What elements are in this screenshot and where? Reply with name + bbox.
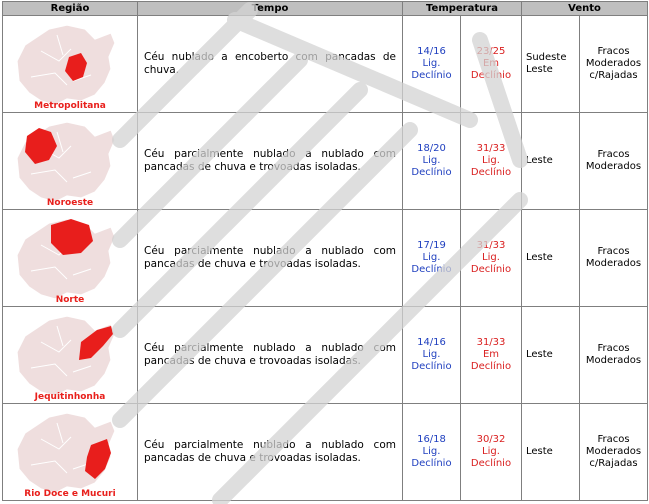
min-temperature-cell xyxy=(403,210,461,307)
wind-speed-line: Moderados xyxy=(585,446,642,457)
min-temp-range: 16/18 xyxy=(417,434,446,445)
region-name: Metropolitana xyxy=(34,101,106,111)
weather-description: Céu parcialmente nublado a nublado com pancadas de chuva e trovoadas isoladas. xyxy=(138,404,403,501)
wind-speed-line: Fracos xyxy=(597,46,630,57)
wind-direction-line: Leste xyxy=(526,155,553,166)
wind-direction-line: Leste xyxy=(526,349,553,360)
wind-direction-line: Leste xyxy=(526,252,553,263)
region-name: Norte xyxy=(55,295,85,305)
weather-description: Céu nublado a encoberto com pancadas de chuva. xyxy=(138,16,403,113)
max-temp-range: 31/33 xyxy=(476,337,506,348)
min-temp-trend-2: Declínio xyxy=(411,264,452,275)
header-vento: Vento xyxy=(522,2,648,16)
max-temp-trend: Lig. xyxy=(482,155,500,166)
wind-direction-line: Leste xyxy=(526,446,553,457)
weather-description: Céu parcialmente nublado a nublado com pancadas de chuva e trovoadas isoladas. xyxy=(138,307,403,404)
region-map-icon xyxy=(11,118,121,204)
region-map-icon xyxy=(11,21,121,107)
min-temp-trend-2: Declínio xyxy=(411,361,452,372)
wind-speed-cell xyxy=(580,113,648,210)
min-temp-trend-2: Declínio xyxy=(411,458,452,469)
region-cell xyxy=(3,307,138,404)
min-temp-range: 14/16 xyxy=(417,46,446,57)
wind-direction-line: Leste xyxy=(526,64,553,75)
wind-speed-cell xyxy=(580,210,648,307)
forecast-row xyxy=(3,16,648,113)
wind-direction-line: Sudeste xyxy=(526,52,567,63)
min-temp-trend-2: Declínio xyxy=(411,167,452,178)
weather-description: Céu parcialmente nublado a nublado com pancadas de chuva e trovoadas isoladas. xyxy=(138,210,403,307)
wind-speed-line: Fracos xyxy=(597,343,630,354)
wind-speed-line: Fracos xyxy=(597,149,630,160)
forecast-table xyxy=(2,1,648,501)
max-temp-range: 31/33 xyxy=(476,240,506,251)
max-temp-trend-2: Declínio xyxy=(470,70,512,81)
forecast-row xyxy=(3,404,648,501)
max-temp-trend-2: Declínio xyxy=(470,167,512,178)
region-map-icon xyxy=(11,215,121,301)
wind-speed-line: Moderados xyxy=(585,58,642,69)
min-temp-trend: Lig. xyxy=(422,58,441,69)
max-temp-range: 23/25 xyxy=(476,46,506,57)
min-temperature-cell xyxy=(403,16,461,113)
max-temp-trend: Em xyxy=(482,58,500,69)
forecast-row xyxy=(3,307,648,404)
min-temp-trend: Lig. xyxy=(422,155,441,166)
header-tempo: Tempo xyxy=(138,2,403,16)
region-name: Rio Doce e Mucuri xyxy=(24,489,116,499)
wind-speed-cell xyxy=(580,307,648,404)
wind-speed-line: c/Rajadas xyxy=(589,458,638,469)
max-temp-range: 31/33 xyxy=(476,143,506,154)
region-name: Jequitinhonha xyxy=(34,392,106,402)
min-temp-trend-2: Declínio xyxy=(411,70,452,81)
max-temp-trend: Lig. xyxy=(482,446,500,457)
wind-speed-line: c/Rajadas xyxy=(589,70,638,81)
wind-speed-line: Fracos xyxy=(597,246,630,257)
header-row xyxy=(3,2,648,16)
min-temp-range: 17/19 xyxy=(417,240,446,251)
max-temperature-cell xyxy=(461,113,522,210)
max-temp-range: 30/32 xyxy=(476,434,506,445)
min-temp-trend: Lig. xyxy=(422,252,441,263)
region-name: Noroeste xyxy=(46,198,94,208)
wind-direction-cell xyxy=(522,404,580,501)
min-temperature-cell xyxy=(403,113,461,210)
wind-speed-line: Moderados xyxy=(585,355,642,366)
wind-speed-line: Fracos xyxy=(597,434,630,445)
region-map-icon xyxy=(11,312,121,398)
max-temp-trend: Lig. xyxy=(482,252,500,263)
header-temperatura: Temperatura xyxy=(403,2,522,16)
min-temperature-cell xyxy=(403,404,461,501)
region-cell xyxy=(3,113,138,210)
region-map-icon xyxy=(11,409,121,495)
max-temperature-cell xyxy=(461,210,522,307)
header-regiao: Região xyxy=(3,2,138,16)
max-temperature-cell xyxy=(461,307,522,404)
wind-direction-cell xyxy=(522,210,580,307)
max-temp-trend: Em xyxy=(482,349,500,360)
weather-description: Céu parcialmente nublado a nublado com pancadas de chuva e trovoadas isoladas. xyxy=(138,113,403,210)
region-cell xyxy=(3,210,138,307)
max-temp-trend-2: Declínio xyxy=(470,361,512,372)
forecast-row xyxy=(3,113,648,210)
wind-direction-cell xyxy=(522,307,580,404)
min-temp-trend: Lig. xyxy=(422,446,441,457)
min-temp-range: 14/16 xyxy=(417,337,446,348)
wind-direction-cell xyxy=(522,16,580,113)
wind-speed-line: Moderados xyxy=(585,161,642,172)
region-cell xyxy=(3,404,138,501)
wind-direction-cell xyxy=(522,113,580,210)
max-temp-trend-2: Declínio xyxy=(470,458,512,469)
wind-speed-line: Moderados xyxy=(585,258,642,269)
min-temperature-cell xyxy=(403,307,461,404)
min-temp-range: 18/20 xyxy=(417,143,446,154)
wind-speed-cell xyxy=(580,16,648,113)
min-temp-trend: Lig. xyxy=(422,349,441,360)
max-temp-trend-2: Declínio xyxy=(470,264,512,275)
wind-speed-cell xyxy=(580,404,648,501)
region-cell xyxy=(3,16,138,113)
max-temperature-cell xyxy=(461,404,522,501)
forecast-row xyxy=(3,210,648,307)
max-temperature-cell xyxy=(461,16,522,113)
